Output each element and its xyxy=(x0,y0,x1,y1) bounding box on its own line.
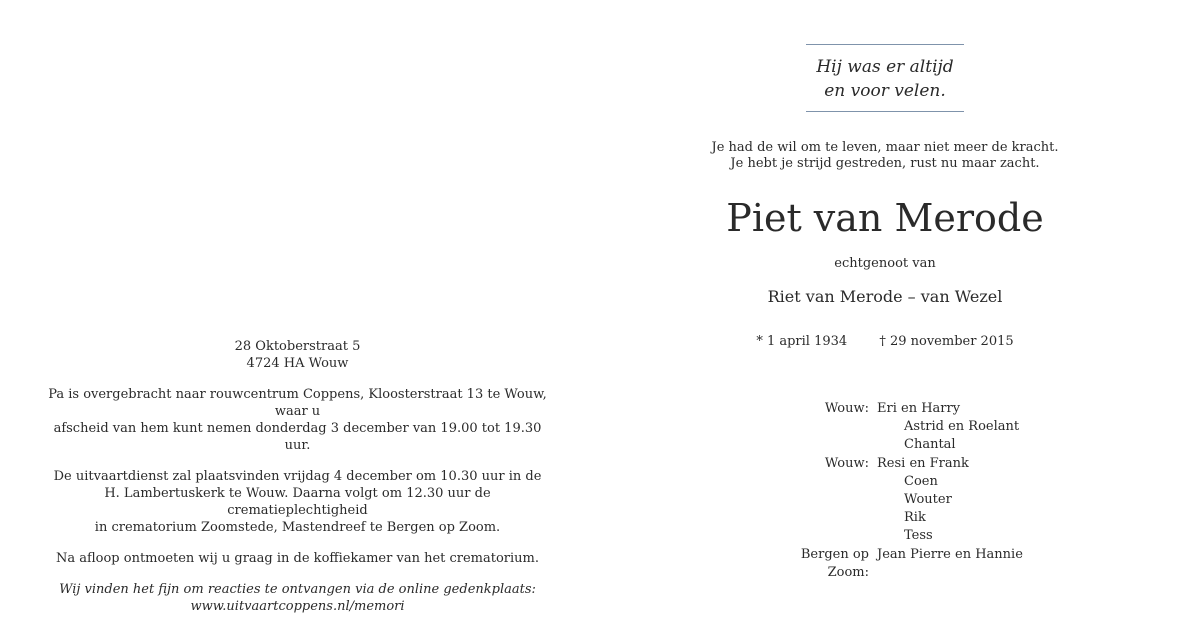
family-member: Jean Pierre en Hannie xyxy=(877,546,1023,562)
family-member: Chantal xyxy=(904,437,956,453)
service-paragraph xyxy=(40,468,555,536)
family-row xyxy=(760,491,1023,509)
spouse-name: Riet van Merode – van Wezel xyxy=(767,287,1003,306)
reception-paragraph: Na afloop ontmoeten wij u graag in de koffiekamer van het crematorium. xyxy=(55,551,540,566)
family-place xyxy=(760,527,877,545)
address-line2: 4724 HA Wouw xyxy=(246,356,349,371)
online-line1: Wij vinden het fijn om reacties te ontvangen via de online gedenkplaats: xyxy=(59,582,536,597)
family-row xyxy=(760,473,1023,491)
family-row xyxy=(760,527,1023,545)
family-member: Wouter xyxy=(904,492,952,508)
death-date: † 29 november 2015 xyxy=(879,334,1014,349)
poem-line2: Je hebt je strijd gestreden, rust nu maar zacht. xyxy=(730,156,1040,171)
service-line3: in crematorium Zoomstede, Mastendreef te Bergen op Zoom. xyxy=(94,520,501,535)
address-line1: 28 Oktoberstraat 5 xyxy=(234,339,361,354)
family-row xyxy=(760,436,1023,454)
family-place: Wouw: xyxy=(824,401,869,416)
family-member: Astrid en Roelant xyxy=(904,419,1020,435)
online-url: www.uitvaartcoppens.nl/memori xyxy=(190,599,405,614)
quote-line1: Hij was er altijd xyxy=(816,57,954,77)
family-place xyxy=(760,473,877,491)
family-place xyxy=(760,436,877,454)
poem-line1: Je had de wil om te leven, maar niet meer de kracht. xyxy=(711,140,1059,155)
family-member: Rik xyxy=(904,510,926,526)
left-panel xyxy=(40,338,555,629)
family-row xyxy=(760,455,1023,473)
family-place xyxy=(760,491,877,509)
family-member: Resi en Frank xyxy=(877,455,969,471)
spouse-label: echtgenoot van xyxy=(834,256,936,271)
family-member: Tess xyxy=(904,528,933,544)
family-row xyxy=(760,418,1023,436)
family-place xyxy=(760,418,877,436)
service-line1: De uitvaartdienst zal plaatsvinden vrijdag 4 december om 10.30 uur in de xyxy=(53,469,542,484)
family-place xyxy=(760,509,877,527)
quote-line2: en voor velen. xyxy=(824,81,946,101)
visitation-line1: Pa is overgebracht naar rouwcentrum Coppens, Kloosterstraat 13 te Wouw, waar u xyxy=(48,387,547,419)
birth-date: * 1 april 1934 xyxy=(756,334,848,349)
deceased-name: Piet van Merode xyxy=(726,196,1044,240)
family-list xyxy=(760,400,1023,582)
visitation-paragraph xyxy=(40,386,555,454)
family-member: Eri en Harry xyxy=(877,401,961,416)
family-row xyxy=(760,509,1023,527)
online-memorial-paragraph xyxy=(40,581,555,615)
address xyxy=(40,338,555,372)
family-place: Bergen op Zoom: xyxy=(800,546,869,580)
service-line2: H. Lambertuskerk te Wouw. Daarna volgt om 12.30 uur de crematieplechtigheid xyxy=(104,486,491,518)
quote xyxy=(806,44,964,112)
family-member: Coen xyxy=(904,473,938,489)
family-place: Wouw: xyxy=(824,455,869,471)
visitation-line2: afscheid van hem kunt nemen donderdag 3 december van 19.00 tot 19.30 uur. xyxy=(53,421,542,453)
family-row xyxy=(760,546,1023,582)
right-panel xyxy=(700,44,1070,349)
poem xyxy=(700,140,1070,172)
life-dates xyxy=(700,334,1070,349)
family-row xyxy=(760,400,1023,418)
